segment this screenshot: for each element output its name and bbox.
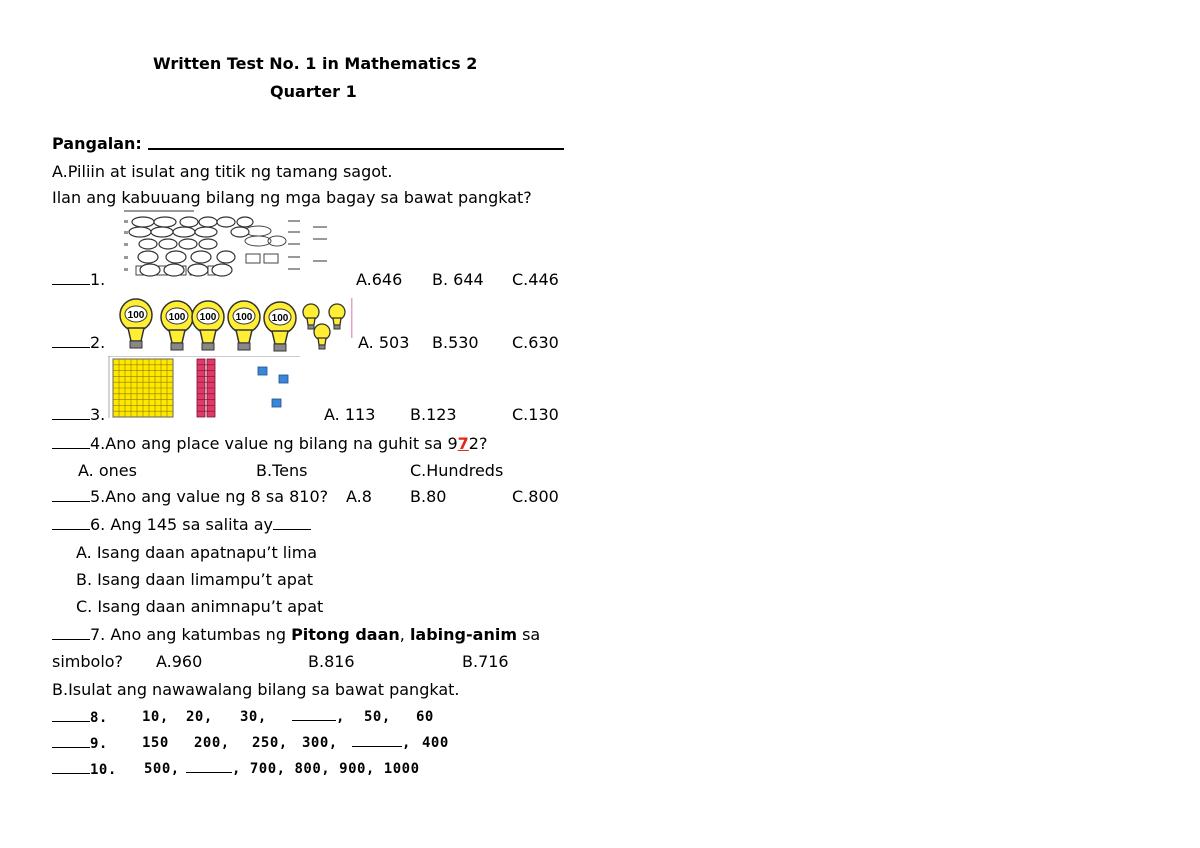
q6-choice-b: B. Isang daan limampu’t apat: [76, 570, 314, 589]
q8-missing: ,: [292, 707, 345, 727]
section-a-question: Ilan ang kabuuang bilang ng mga bagay sa bawat pangkat?: [52, 188, 532, 207]
q2-choice-c: C.630: [512, 333, 559, 352]
quarter-label: Quarter 1: [270, 82, 357, 101]
bulb-label: 100: [235, 312, 253, 323]
bulb-label: 100: [168, 312, 186, 323]
q10-item: 500,: [144, 761, 180, 777]
q1-choice-c: C.446: [512, 270, 559, 289]
fill-blank[interactable]: [352, 734, 402, 747]
question-10: 10.: [52, 759, 117, 780]
q1-choice-b: B. 644: [432, 270, 484, 289]
bulb-label: 100: [271, 313, 289, 324]
q7-choice-b: B.816: [308, 652, 355, 671]
answer-blank-8[interactable]: [52, 707, 90, 722]
q5-choice-a: A.8: [346, 487, 372, 506]
base-ten-blocks-image: [108, 356, 303, 422]
fill-blank[interactable]: [186, 760, 232, 773]
question-3: 3.: [52, 405, 105, 425]
q8-item: 20,: [186, 709, 213, 725]
answer-blank-1[interactable]: [52, 270, 90, 285]
answer-blank-4[interactable]: [52, 434, 90, 449]
question-2: 2.: [52, 333, 105, 353]
underlined-digit: 7: [457, 434, 469, 453]
bulb-label: 100: [127, 310, 145, 321]
answer-blank-3[interactable]: [52, 405, 90, 420]
section-b-instruction: B.Isulat ang nawawalang bilang sa bawat pangkat.: [52, 680, 460, 699]
q8-item: 60: [416, 709, 434, 725]
section-a-instruction: A.Piliin at isulat ang titik ng tamang sagot.: [52, 162, 393, 181]
q7-choice-a: A.960: [156, 652, 203, 671]
q4-choice-b: B.Tens: [256, 461, 308, 480]
fill-blank[interactable]: [273, 515, 311, 530]
q8-item: 30,: [240, 709, 267, 725]
q9-item: 400: [422, 735, 449, 751]
light-bulbs-image: [115, 298, 355, 354]
q10-missing: , 700, 800, 900, 1000: [186, 759, 420, 779]
question-1: 1.: [52, 270, 105, 290]
q9-missing: ,: [352, 733, 411, 753]
q7-line-2: simbolo?: [52, 652, 124, 671]
q4-choice-c: C.Hundreds: [410, 461, 504, 480]
fill-blank[interactable]: [292, 708, 336, 721]
question-9: 9.: [52, 733, 108, 754]
question-6: 6. Ang 145 sa salita ay: [52, 515, 311, 535]
q9-item: 300,: [302, 735, 338, 751]
question-5: 5.Ano ang value ng 8 sa 810?: [52, 487, 328, 507]
q5-choice-c: C.800: [512, 487, 559, 506]
q6-choice-c: C. Isang daan animnapu’t apat: [76, 597, 324, 616]
answer-blank-10[interactable]: [52, 759, 90, 774]
q8-item: 10,: [142, 709, 169, 725]
name-label: Pangalan:: [52, 134, 142, 153]
page-title: Written Test No. 1 in Mathematics 2: [153, 54, 478, 73]
answer-blank-6[interactable]: [52, 515, 90, 530]
answer-blank-5[interactable]: [52, 487, 90, 502]
q9-item: 150: [142, 735, 169, 751]
q8-item: 50,: [364, 709, 391, 725]
q6-choice-a: A. Isang daan apatnapu’t lima: [76, 543, 318, 562]
q3-choice-c: C.130: [512, 405, 559, 424]
q5-choice-b: B.80: [410, 487, 447, 506]
q9-item: 250,: [252, 735, 288, 751]
q2-choice-a: A. 503: [358, 333, 410, 352]
q1-choice-a: A.646: [356, 270, 403, 289]
question-4: 4.Ano ang place value ng bilang na guhit sa 972?: [52, 434, 487, 454]
q3-choice-a: A. 113: [324, 405, 376, 424]
answer-blank-9[interactable]: [52, 733, 90, 748]
q7-choice-c: B.716: [462, 652, 509, 671]
question-7: 7. Ano ang katumbas ng Pitong daan, labing-anim sa: [52, 625, 540, 645]
q9-item: 200,: [194, 735, 230, 751]
q3-choice-b: B.123: [410, 405, 457, 424]
bulb-label: 100: [199, 312, 217, 323]
answer-blank-2[interactable]: [52, 333, 90, 348]
name-line[interactable]: [148, 148, 564, 150]
q4-choice-a: A. ones: [78, 461, 137, 480]
question-8: 8.: [52, 707, 108, 728]
place-value-disks-image: [118, 208, 330, 280]
q2-choice-b: B.530: [432, 333, 479, 352]
answer-blank-7[interactable]: [52, 625, 90, 640]
